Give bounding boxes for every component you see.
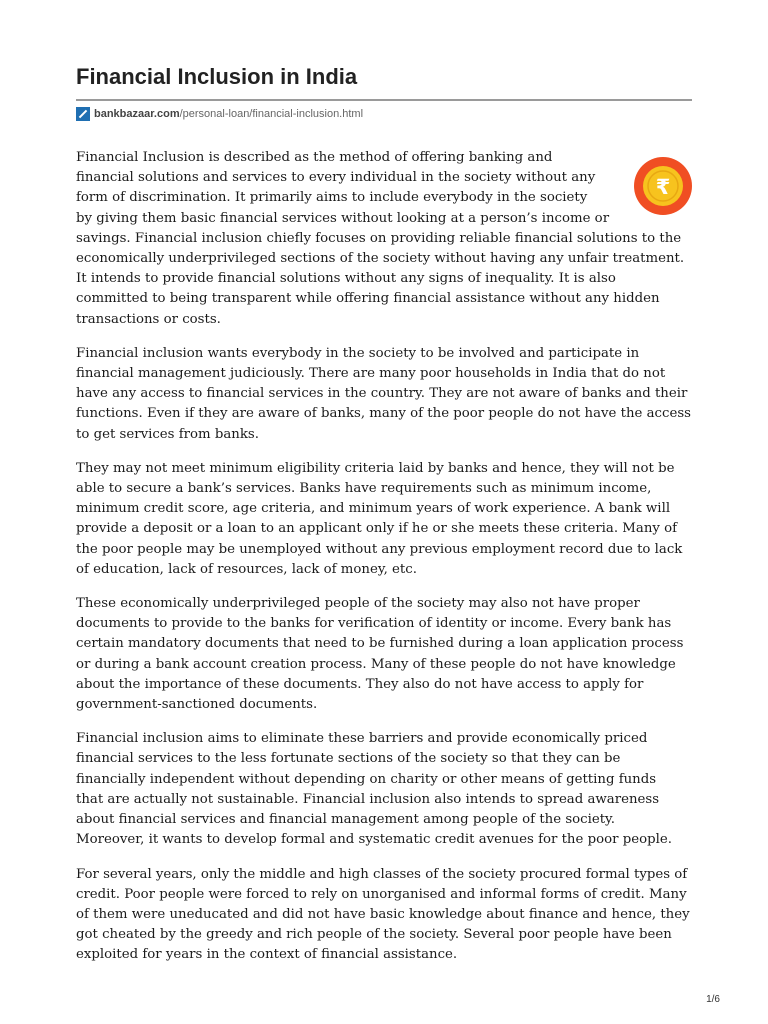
text-line: documents to provide to the banks for verification of identity or income. Every bank has — [76, 616, 672, 632]
paragraph — [76, 459, 694, 580]
text-line: about financial services and financial management among people of the society. — [76, 812, 616, 828]
text-line: Moreover, it wants to develop formal and systematic credit avenues for the poor people. — [76, 832, 672, 848]
text-line: These economically underprivileged people of the society may also not have proper — [76, 596, 640, 612]
paragraph — [76, 344, 694, 445]
text-line: committed to being transparent while offering financial assistance without any hidden — [76, 291, 660, 307]
paragraph — [76, 865, 694, 966]
text-line: that are actually not sustainable. Financial inclusion also intends to spread awareness — [76, 791, 660, 807]
rupee-symbol: ₹ — [655, 175, 671, 199]
text-line: to get services from banks. — [76, 426, 259, 442]
text-line: financial solutions and services to every individual in the society without any — [76, 170, 596, 186]
text-line: exploited for years in the context of financial assistance. — [76, 947, 458, 963]
text-line: economically underprivileged sections of the society without having any unfair treatment. — [76, 251, 685, 267]
page-title: Financial Inclusion in India — [76, 64, 358, 89]
text-line: about the importance of these documents. They also do not have access to apply for — [76, 676, 644, 692]
text-line: It intends to provide financial solutions without any signs of inequality. It is also — [76, 271, 616, 287]
text-line: got cheated by the greedy and rich people of the society. Several poor people have been — [76, 927, 672, 943]
text-line: transactions or costs. — [76, 311, 221, 327]
paragraph — [76, 729, 694, 850]
text-line: or during a bank account creation process. Many of these people do not have knowledge — [76, 656, 676, 672]
text-line: financially independent without depending on charity or other means of getting funds — [76, 771, 657, 787]
text-line: Financial Inclusion is described as the method of offering banking and — [76, 150, 553, 165]
source-path[interactable]: /personal-loan/financial-inclusion.html — [179, 108, 364, 120]
text-line: financial services to the less fortunate sections of the society so that they can be — [76, 751, 621, 767]
source-link[interactable] — [76, 106, 363, 122]
text-line: functions. Even if they are aware of banks, many of the poor people do not have the access — [76, 406, 691, 422]
text-line: of them were uneducated and did not have basic knowledge about finance and hence, they — [76, 906, 690, 922]
paragraph — [76, 148, 694, 330]
text-line: of education, lack of resources, lack of money, etc. — [76, 561, 417, 577]
article-body — [76, 148, 694, 980]
text-line: They may not meet minimum eligibility criteria laid by banks and hence, they will not be — [76, 460, 675, 476]
bankbazaar-favicon-icon — [76, 107, 90, 121]
text-line: able to secure a bank’s services. Banks have requirements such as minimum income, — [76, 481, 652, 497]
text-line: have any access to financial services in the country. They are not aware of banks and their — [76, 386, 688, 402]
source-domain[interactable]: bankbazaar.com — [94, 108, 180, 120]
text-line: savings. Financial inclusion chiefly focuses on providing reliable financial solutions to the — [76, 230, 682, 246]
text-line: provide a deposit or a loan to an applicant only if he or she meets these criteria. Many of — [76, 521, 678, 537]
text-line: minimum credit score, age criteria, and minimum years of work experience. A bank will — [76, 501, 671, 517]
text-line: Financial inclusion wants everybody in the society to be involved and participate in — [76, 345, 640, 361]
page-number: 1/6 — [706, 994, 720, 1005]
text-line: government-sanctioned documents. — [76, 697, 318, 713]
text-line: For several years, only the middle and high classes of the society procured formal types of — [76, 866, 688, 882]
text-line: credit. Poor people were forced to rely on unorganised and informal forms of credit. Many — [76, 886, 687, 902]
text-line: Financial inclusion aims to eliminate these barriers and provide economically priced — [76, 731, 648, 747]
text-line: certain mandatory documents that need to be furnished during a loan application process — [76, 636, 684, 652]
text-line: financial management judiciously. There are many poor households in India that do not — [76, 366, 666, 382]
text-line: form of discrimination. It primarily aims to include everybody in the society — [76, 190, 588, 206]
text-line: by giving them basic financial services without looking at a person’s income or — [76, 210, 610, 226]
title-divider — [76, 99, 692, 101]
text-line: the poor people may be unemployed without any previous employment record due to lack — [76, 541, 683, 557]
paragraph — [76, 594, 694, 715]
